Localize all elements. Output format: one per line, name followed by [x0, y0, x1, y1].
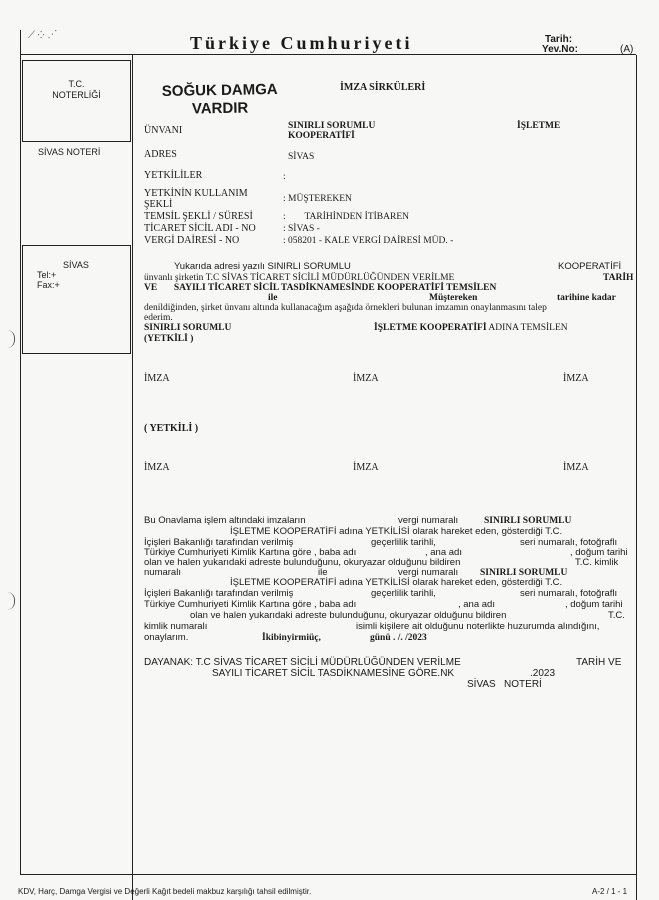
approval-p2: İŞLETME KOOPERATİFİ adına YETKİLİSİ olarak hareket eden, gösterdiği T.C. — [230, 526, 563, 537]
main-right-rule — [636, 55, 637, 900]
page-title: Türkiye Cumhuriyeti — [190, 33, 413, 53]
approval-p12b: İkibinyirmiüç, — [262, 633, 321, 643]
sivas-noteri-label: SİVAS NOTERİ — [38, 147, 101, 157]
intro-line-4c: tarihine kadar — [557, 293, 616, 303]
signature-label: İMZA — [353, 373, 379, 384]
yetkili-2: ( YETKİLİ ) — [144, 423, 199, 434]
tc-label: T.C. — [68, 79, 85, 89]
approval-p6: numaralı — [144, 567, 181, 578]
sivas-label: SİVAS — [63, 260, 89, 270]
approval-p9b: , ana adı — [458, 599, 495, 610]
approval-p4c: , doğum tarihi — [570, 547, 628, 558]
approval-p3b: geçerlilik tarihli, — [371, 537, 436, 548]
approval-p11: kimlik numaralı — [144, 621, 208, 632]
rep-yetkili: (YETKİLİ ) — [144, 334, 194, 344]
approval-p8: İçişleri Bakanlığı tarafından verilmiş — [144, 588, 294, 599]
footer-note: KDV, Harç, Damga Vergisi ve Değerli Kağıt bedeli makbuz karşılığı tahsil edilmiştir. — [18, 887, 312, 896]
outer-left-rule — [20, 30, 21, 875]
approval-p10: olan ve halen yukarıdaki adreste bulunduğunu, okuryazar olduğunu bildiren — [190, 610, 507, 621]
date-label: Tarih: — [545, 34, 573, 45]
field-label-vergi: VERGİ DAİRESİ - NO — [144, 235, 240, 246]
field-value-kullanim: : MÜŞTEREKEN — [283, 194, 352, 204]
field-label-adres: ADRES — [144, 149, 177, 160]
dayanak-line-1b: TARİH VE — [576, 657, 622, 668]
bottom-rule — [20, 874, 636, 875]
signature-label: İMZA — [144, 462, 170, 473]
circular-title: İMZA SİRKÜLERİ — [340, 82, 426, 93]
approval-p1: Bu Onavlama işlem altındaki imzaların — [144, 515, 306, 526]
intro-line-1a: Yukarıda adresi yazılı SINIRLI SORUMLU — [174, 261, 351, 272]
field-value-vergi: : 058201 - KALE VERGİ DAİRESİ MÜD. - — [283, 236, 454, 246]
approval-p6d: SINIRLI SORUMLU — [480, 568, 568, 578]
field-label-sicil: TİCARET SİCİL ADI - NO — [144, 223, 256, 234]
tel-label: Tel:+ — [37, 270, 57, 280]
field-label-temsil: TEMSİL ŞEKLİ / SÜRESİ — [144, 211, 253, 222]
intro-line-3: VE SAYILI TİCARET SİCİL TASDİKNAMESİNDE KOOPERATİFİ TEMSİLEN — [144, 283, 497, 293]
field-value-sicil: : SİVAS - — [283, 224, 320, 234]
approval-p5: olan ve halen yukarıdaki adreste bulunduğunu, okuryazar olduğunu bildiren — [144, 557, 461, 568]
intro-line-2b: TARİH — [603, 273, 634, 283]
approval-p1c: SINIRLI SORUMLU — [484, 516, 572, 526]
approval-p5b: T.C. kimlik — [575, 557, 619, 568]
intro-line-6: ederim. — [144, 313, 173, 323]
approval-p3c: seri numaralı, fotoğraflı — [520, 537, 618, 548]
approval-p1b: vergi numaralı — [398, 515, 459, 526]
dayanak-line-3: SİVAS NOTERİ — [467, 679, 542, 690]
intro-line-1b: KOOPERATİFİ — [558, 261, 622, 272]
approval-p7: İŞLETME KOOPERATİFİ adına YETKİLİSİ olarak hareket eden, gösterdiği T.C. — [230, 577, 563, 588]
approval-p3: İçişleri Bakanlığı tarafından verilmiş — [144, 537, 294, 548]
seal-scribble: ⟋ ⁘ ⋰ — [28, 30, 58, 41]
signature-label: İMZA — [353, 462, 379, 473]
field-value-adres: SİVAS — [288, 152, 315, 162]
signature-label: İMZA — [144, 373, 170, 384]
approval-p12: onaylarım. — [144, 632, 189, 643]
approval-p8c: seri numaralı, fotoğraflı — [520, 588, 618, 599]
intro-line-5: denildiğinden, şirket ünvanı altında kullanacağım aşağıda örnekleri bulunan imzamın onaylanmasını talep — [144, 303, 547, 313]
dayanak-line-1: DAYANAK: T.C SİVAS TİCARET SİCİLİ MÜDÜRLÜĞÜNDEN VERİLME — [144, 657, 461, 668]
approval-p9: Türkiye Cumhuriyeti Kimlik Kartına göre , baba adı — [144, 599, 357, 610]
rep-left: SINIRLI SORUMLU — [144, 323, 232, 333]
approval-p4: Türkiye Cumhuriyeti Kimlik Kartına göre , baba adı — [144, 547, 357, 558]
approval-p12c: günü . /. /2023 — [370, 633, 427, 643]
field-value-temsil: : TARİHİNDEN İTİBAREN — [283, 212, 409, 222]
field-label-unvani: ÜNVANI — [144, 125, 183, 136]
approval-p11b: isimli kişilere ait olduğunu noterlikte huzurumda alındığını, — [356, 621, 600, 632]
punch-hole-mark — [0, 330, 15, 348]
approval-p8b: geçerlilik tarihli, — [371, 588, 436, 599]
intro-line-2: ünvanlı şirketin T.C SİVAS TİCARET SİCİLİ MÜDÜRLÜĞÜNDEN VERİLME — [144, 273, 455, 283]
contact-box — [22, 245, 131, 354]
page-code: A-2 / 1 - 1 — [592, 887, 628, 896]
punch-hole-mark — [0, 592, 15, 610]
intro-line-4a: ile — [268, 293, 278, 303]
signature-label: İMZA — [563, 373, 589, 384]
rep-right: İŞLETME KOOPERATİFİ ADINA TEMSİLEN — [374, 323, 568, 333]
copy-letter: (A) — [620, 44, 634, 55]
approval-p10b: T.C. — [608, 610, 625, 621]
approval-p6c: vergi numaralı — [398, 567, 459, 578]
field-label-yetkililer: YETKİLİLER — [144, 170, 203, 181]
cold-stamp-text: SOĞUK DAMGA VARDIR — [161, 80, 278, 118]
field-label-kullanim: YETKİNİN KULLANIM ŞEKLİ — [144, 188, 248, 210]
field-value-unvani: SINIRLI SORUMLU — [288, 121, 376, 131]
approval-p6b: ile — [318, 567, 328, 578]
noterligi-label: NOTERLİĞİ — [52, 90, 101, 100]
fax-label: Fax:+ — [37, 280, 60, 290]
approval-p4b: , ana adı — [425, 547, 462, 558]
intro-line-4b: Müştereken — [429, 293, 478, 303]
approval-p9c: , doğum tarihi — [565, 599, 623, 610]
main-left-rule — [132, 55, 133, 900]
notary-box — [22, 60, 131, 142]
field-value-unvani-extra: İŞLETME — [517, 121, 561, 131]
dayanak-line-2b: .2023 — [530, 668, 556, 679]
journal-number-label: Yev.No: — [542, 44, 578, 55]
dayanak-line-2: SAYILI TİCARET SİCİL TASDİKNAMESİNE GÖRE.NK — [212, 668, 455, 679]
signature-label: İMZA — [563, 462, 589, 473]
field-value-yetkililer: : — [283, 172, 286, 182]
field-value-unvani-2: KOOPERATİFİ — [288, 131, 355, 141]
